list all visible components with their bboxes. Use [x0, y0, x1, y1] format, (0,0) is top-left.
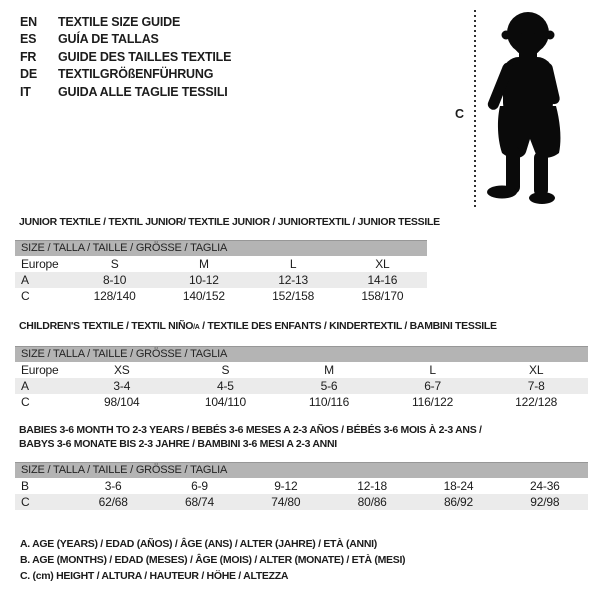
table-cell: XL [529, 363, 544, 377]
table-row [15, 378, 588, 394]
table-body [15, 256, 427, 304]
table-cell: XS [113, 363, 130, 377]
table-title-line [19, 319, 588, 335]
table-title-segment: /A [193, 324, 200, 331]
language-row [20, 66, 231, 84]
table-cell: 4-5 [217, 379, 234, 393]
height-measure-label: C [455, 107, 465, 121]
table-cell: M [198, 257, 209, 271]
table-cell: 116/122 [412, 395, 454, 409]
row-label: B [21, 479, 29, 493]
table-cell: 18-24 [443, 479, 474, 493]
table-title-segment: BABIES 3-6 MONTH TO 2-3 YEARS / BEBÉS 3-6 MESES A 2-3 AÑOS / BÉBÉS 3-6 MOIS À 2-3 ANS / [19, 424, 482, 436]
language-title: GUÍA DE TALLAS [58, 32, 159, 47]
table-row [15, 362, 588, 378]
table-cell: 80/86 [357, 495, 387, 509]
table-cell: 3-4 [113, 379, 131, 393]
table-cell: M [324, 363, 334, 377]
table-cell: 7-8 [527, 379, 545, 393]
table-cell: 128/140 [93, 289, 136, 303]
table-title-segment: CHILDREN'S TEXTILE / TEXTIL NIÑO [19, 320, 194, 332]
row-label: Europe [21, 257, 59, 271]
table-cell: 86/92 [443, 495, 473, 509]
table-cell: 158/170 [361, 289, 404, 303]
table-cell: 6-7 [424, 379, 441, 393]
table-cell: XL [375, 257, 390, 271]
table-cell: 104/110 [204, 395, 246, 409]
table-cell: 10-12 [189, 273, 219, 287]
language-code: ES [20, 32, 37, 47]
size-header-bar: SIZE / TALLA / TAILLE / GRÖSSE / TAGLIA [15, 462, 588, 478]
footnote: C. (cm) HEIGHT / ALTURA / HAUTEUR / HÖHE / ALTEZZA [20, 569, 289, 582]
size-header-bar: SIZE / TALLA / TAILLE / GRÖSSE / TAGLIA [15, 346, 588, 362]
table-title [15, 319, 588, 335]
table-cell: 14-16 [367, 273, 398, 287]
table-cell: 98/104 [104, 395, 140, 409]
table-row [15, 288, 427, 304]
table-row [15, 394, 588, 410]
table-cell: L [429, 363, 436, 377]
footnote: A. AGE (YEARS) / EDAD (AÑOS) / ÂGE (ANS) / ALTER (JAHRE) / ETÀ (ANNI) [20, 538, 377, 550]
language-code: DE [20, 67, 37, 82]
table-cell: 122/128 [515, 395, 558, 409]
table-cell: 68/74 [184, 495, 214, 509]
table-cell: 3-6 [104, 479, 122, 493]
table-title-segment: BABYS 3-6 MONATE BIS 2-3 JAHRE / BAMBINI 3-6 MESI A 2-3 ANNI [19, 438, 337, 450]
language-title: GUIDE DES TAILLES TEXTILE [58, 49, 232, 64]
footnote: B. AGE (MONTHS) / EDAD (MESES) / ÂGE (MOIS) / ALTER (MONATE) / ETÀ (MESI) [20, 553, 406, 566]
size-table-1 [15, 319, 588, 410]
table-body [15, 478, 588, 510]
table-title-line [19, 215, 440, 229]
table-cell: 110/116 [308, 395, 350, 409]
language-list [20, 13, 231, 101]
baby-silhouette-icon [480, 11, 568, 207]
language-code: EN [20, 14, 37, 29]
table-cell: 8-10 [103, 273, 127, 287]
table-cell: 92/98 [530, 495, 560, 509]
table-cell: 6-9 [191, 479, 208, 493]
table-title-line [19, 423, 588, 437]
table-cell: L [289, 257, 297, 271]
row-label: C [21, 495, 30, 509]
table-cell: 9-12 [274, 479, 298, 493]
language-row [20, 31, 231, 49]
table-title-segment: / TEXTILE DES ENFANTS / KINDERTEXTIL / BAMBINI TESSILE [199, 320, 497, 332]
row-label: A [21, 273, 29, 287]
table-cell: 140/152 [182, 289, 225, 303]
language-row [20, 83, 231, 101]
language-code: IT [20, 84, 31, 99]
language-title: TEXTILE SIZE GUIDE [58, 14, 181, 29]
language-code: FR [20, 49, 37, 64]
language-title: GUIDA ALLE TAGLIE TESSILI [58, 84, 228, 99]
table-row [15, 478, 588, 494]
row-label: C [21, 289, 30, 303]
table-row [15, 272, 427, 288]
language-row [20, 48, 231, 66]
language-title: TEXTILGRÖßENFÜHRUNG [58, 67, 214, 82]
table-cell: 12-13 [278, 273, 308, 287]
table-cell: 12-18 [357, 479, 387, 493]
table-title [15, 423, 588, 451]
table-title-segment: JUNIOR TEXTILE / TEXTIL JUNIOR/ TEXTILE JUNIOR / JUNIORTEXTIL / JUNIOR TESSILE [19, 216, 440, 228]
table-title [15, 215, 440, 229]
table-cell: 5-6 [320, 379, 338, 393]
row-label: A [21, 379, 29, 393]
row-label: Europe [21, 363, 59, 377]
height-dotted-line [474, 10, 476, 207]
table-cell: S [221, 363, 230, 377]
size-header-bar: SIZE / TALLA / TAILLE / GRÖSSE / TAGLIA [15, 240, 427, 256]
table-cell: 24-36 [529, 479, 560, 493]
size-table-0 [15, 215, 440, 304]
table-cell: 62/68 [98, 495, 128, 509]
table-cell: 152/158 [272, 289, 315, 303]
table-cell: 74/80 [271, 495, 301, 509]
table-row [15, 256, 427, 272]
language-row [20, 13, 231, 31]
row-label: C [21, 395, 30, 409]
size-table-2 [15, 423, 588, 510]
table-row [15, 494, 588, 510]
table-body [15, 362, 588, 410]
footnotes [20, 537, 405, 584]
table-title-line [19, 437, 588, 451]
table-cell: S [110, 257, 119, 271]
